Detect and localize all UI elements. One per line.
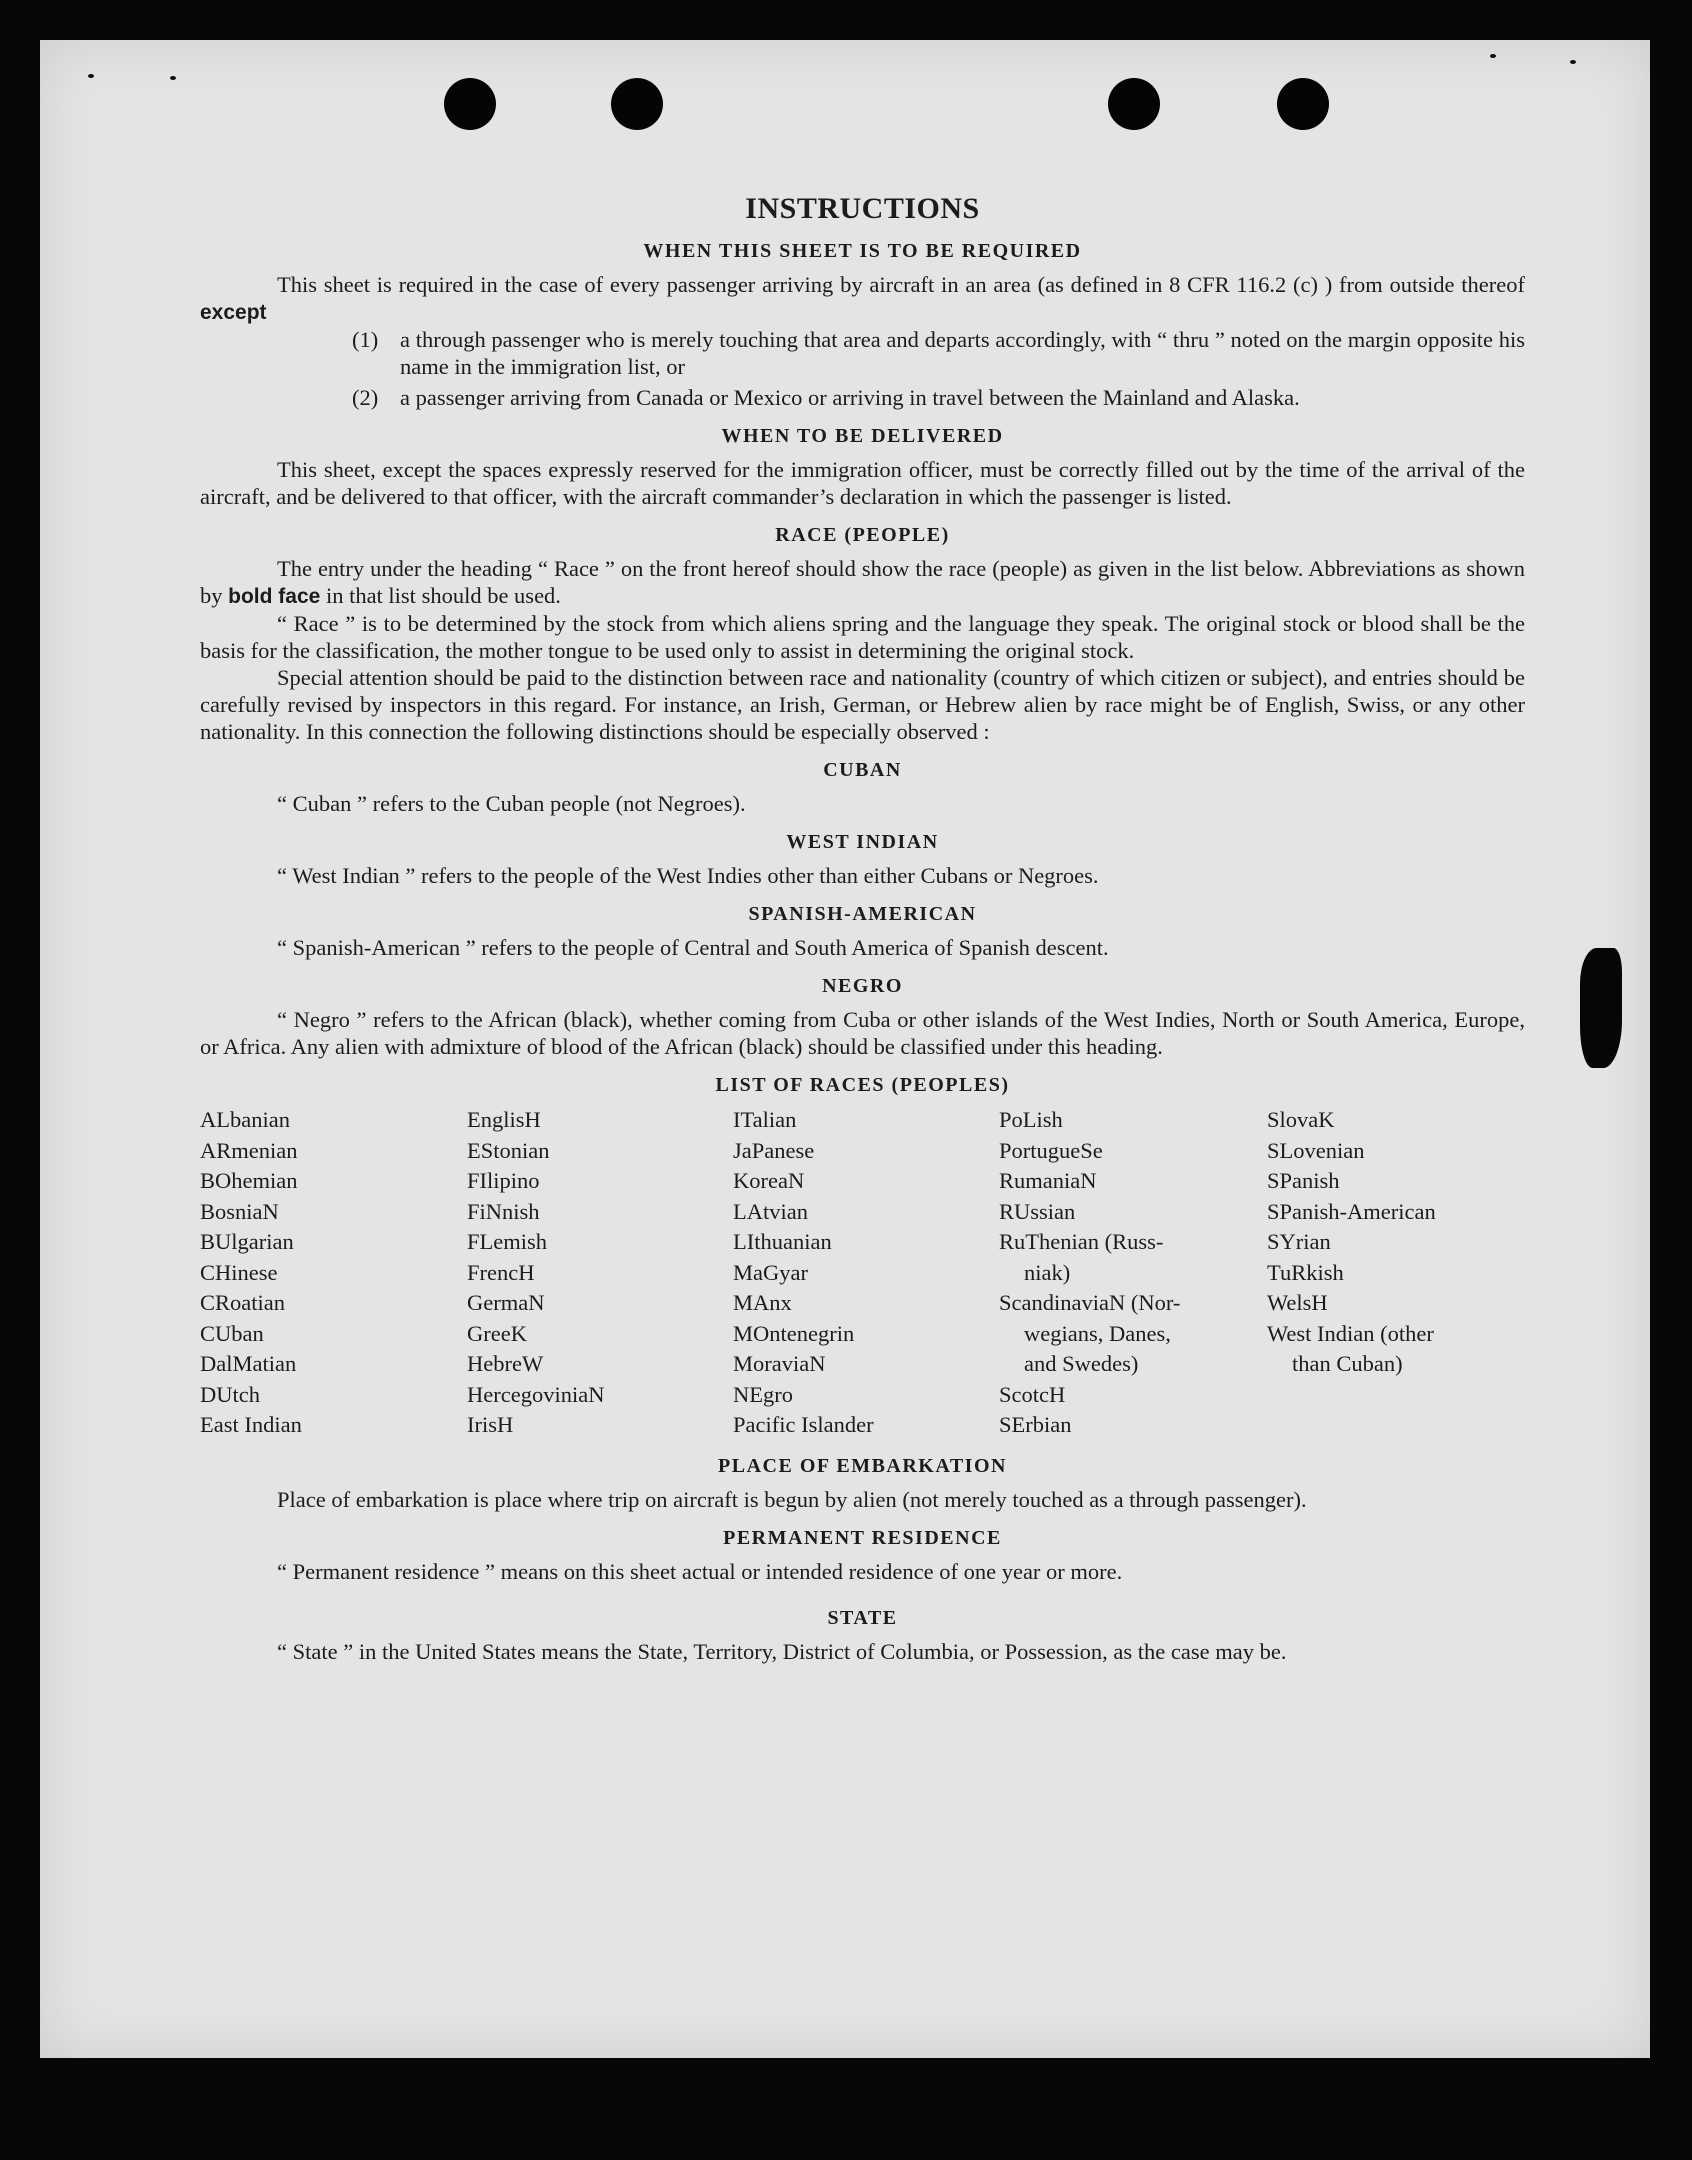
item-number: (1) [352, 327, 379, 352]
except-bold: except [200, 301, 267, 324]
section-heading-race: RACE (PEOPLE) [775, 524, 950, 546]
race-entry: niak) [1024, 1259, 1071, 1285]
dust-speck [170, 76, 176, 80]
race-entry: RuThenian (Russ- [999, 1229, 1164, 1254]
race-entry: IrisH [467, 1412, 514, 1437]
race-entry: SlovaK [1267, 1107, 1335, 1132]
punch-hole [444, 78, 496, 130]
race-entry: FLemish [467, 1229, 548, 1254]
bold-face-text: bold face [228, 585, 321, 608]
race-entry: SErbian [999, 1412, 1072, 1437]
race-entry: GreeK [467, 1320, 527, 1346]
punch-hole [1108, 78, 1160, 130]
dust-speck [1490, 54, 1496, 58]
section-heading-residence: PERMANENT RESIDENCE [723, 1526, 1002, 1549]
race-entry: ITalian [733, 1107, 797, 1132]
race-entry: MaGyar [733, 1259, 808, 1285]
race-entry: KoreaN [733, 1168, 805, 1193]
race-entry: RUssian [999, 1198, 1076, 1224]
required-intro-text: This sheet is required in the case of every passenger arriving by aircraft in an area (as defined in 8 CFR 116.2 (c) ) from outside thereof [277, 272, 1525, 297]
section-heading-cuban: CUBAN [823, 759, 902, 781]
race-entry: MoraviaN [733, 1351, 826, 1376]
race-entry: FrencH [467, 1259, 535, 1285]
race-entry: SPanish [1267, 1168, 1340, 1193]
section-heading-required: WHEN THIS SHEET IS TO BE REQUIRED [643, 240, 1082, 262]
race-paragraph-1 [200, 555, 1525, 610]
punch-hole [611, 78, 663, 130]
punch-hole [1277, 78, 1329, 130]
instructions-body [200, 148, 1525, 1665]
section-heading-delivered: WHEN TO BE DELIVERED [721, 425, 1004, 447]
race-entry: wegians, Danes, [1024, 1320, 1171, 1346]
race-paragraph-3: Special attention should be paid to the distinction between race and nationality (country of which citizen or subject), and entries should be carefully revised by inspectors in this regard. For instance, an Irish, German, or Hebrew alien by race might be of English, Swiss, or any other nationality. In this connection the following distinctions should be especially observed : [200, 665, 1525, 744]
spanish-american-text: “ Spanish-American ” refers to the people of Central and South America of Spanish descent. [277, 935, 1109, 960]
race-p1-text: The entry under the heading “ Race ” on the front hereof should show the race (people) as given in the list below. Abbreviations as shown by [200, 556, 1525, 608]
required-intro [200, 271, 1525, 326]
race-entry: FIlipino [467, 1168, 540, 1193]
race-entry: BUlgarian [200, 1229, 294, 1254]
required-item [352, 326, 1525, 380]
race-entry: SLovenian [1267, 1137, 1365, 1163]
race-entry: than Cuban) [1292, 1351, 1403, 1376]
race-entry: BosniaN [200, 1198, 279, 1224]
race-entry: HercegoviniaN [467, 1381, 605, 1407]
negro-text: “ Negro ” refers to the African (black), whether coming from Cuba or other islands of the West Indies, North or South America, Europe, or Africa. Any alien with admixture of blood of the African (black) should be classified under this heading. [200, 1007, 1525, 1059]
document-page [40, 40, 1650, 2058]
section-heading-negro: NEGRO [822, 975, 903, 997]
race-entry: CRoatian [200, 1290, 285, 1315]
race-entry: CUban [200, 1320, 264, 1346]
residence-text: “ Permanent residence ” means on this sheet actual or intended residence of one year or more. [277, 1558, 1123, 1584]
section-heading-embarkation: PLACE OF EMBARKATION [718, 1454, 1007, 1477]
west-indian-text: “ West Indian ” refers to the people of the West Indies other than either Cubans or Negroes. [277, 863, 1099, 888]
race-entry: PortugueSe [999, 1137, 1103, 1163]
item-number: (2) [352, 385, 379, 410]
race-entry [1267, 1410, 1525, 1441]
race-entry: East Indian [200, 1412, 302, 1437]
race-entry: SYrian [1267, 1229, 1331, 1254]
section-heading-state: STATE [827, 1606, 898, 1629]
delivered-text: This sheet, except the spaces expressly reserved for the immigration officer, must be correctly filled out by the time of the arrival of the aircraft, and be delivered to that officer, with the aircraft commander’s declaration in which the passenger is listed. [200, 457, 1525, 509]
race-p1-suffix: in that list should be used. [325, 583, 561, 608]
ink-blot [1580, 948, 1622, 1068]
section-heading-west-indian: WEST INDIAN [786, 831, 939, 853]
race-entry: BOhemian [200, 1168, 298, 1193]
race-entry: ALbanian [200, 1107, 290, 1132]
race-entry [1267, 1380, 1525, 1411]
race-entry: RumaniaN [999, 1168, 1097, 1193]
race-entry: ScotcH [999, 1381, 1066, 1407]
embarkation-text: Place of embarkation is place where trip on aircraft is begun by alien (not merely touched as a through passenger). [277, 1486, 1307, 1512]
race-entry: EStonian [467, 1137, 550, 1163]
race-entry: PoLish [999, 1107, 1063, 1132]
item-text: a passenger arriving from Canada or Mexico or arriving in travel between the Mainland and Alaska. [400, 385, 1300, 410]
section-heading-spanish-american: SPANISH-AMERICAN [748, 903, 977, 925]
race-entry: ScandinaviaN (Nor- [999, 1290, 1181, 1315]
section-heading-list-of-races: LIST OF RACES (PEOPLES) [715, 1074, 1010, 1096]
race-entry: MAnx [733, 1290, 792, 1315]
race-entry: HebreW [467, 1351, 544, 1376]
race-entry: SPanish-American [1267, 1198, 1436, 1224]
dust-speck [1570, 60, 1576, 64]
race-entry: JaPanese [733, 1137, 815, 1163]
page-title: INSTRUCTIONS [745, 192, 980, 225]
races-list [200, 1105, 1525, 1441]
race-entry: West Indian (other [1267, 1320, 1434, 1346]
race-entry: GermaN [467, 1290, 545, 1315]
race-entry: FiNnish [467, 1198, 540, 1224]
race-entry: NEgro [733, 1381, 793, 1407]
race-entry: TuRkish [1267, 1259, 1344, 1285]
race-entry: MOntenegrin [733, 1320, 855, 1346]
race-entry: WelsH [1267, 1290, 1328, 1315]
race-entry: LAtvian [733, 1198, 808, 1224]
item-text: a through passenger who is merely touching that area and departs accordingly, with “ thru ” noted on the margin opposite his name in the immigration list, or [400, 327, 1525, 379]
required-item [352, 384, 1525, 411]
race-entry: DalMatian [200, 1351, 297, 1376]
dust-speck [88, 74, 94, 78]
state-text: “ State ” in the United States means the State, Territory, District of Columbia, or Possession, as the case may be. [277, 1638, 1287, 1664]
race-entry: ARmenian [200, 1137, 298, 1163]
race-entry: CHinese [200, 1259, 278, 1285]
race-entry: EnglisH [467, 1107, 541, 1132]
cuban-text: “ Cuban ” refers to the Cuban people (not Negroes). [277, 791, 746, 816]
race-paragraph-2: “ Race ” is to be determined by the stock from which aliens spring and the language they speak. The original stock or blood shall be the basis for the classification, the mother tongue to be used only to assist in determining the original stock. [200, 611, 1525, 663]
race-entry: Pacific Islander [733, 1412, 874, 1437]
race-entry: LIthuanian [733, 1229, 832, 1254]
race-entry: and Swedes) [1024, 1351, 1139, 1376]
race-entry: DUtch [200, 1381, 260, 1407]
